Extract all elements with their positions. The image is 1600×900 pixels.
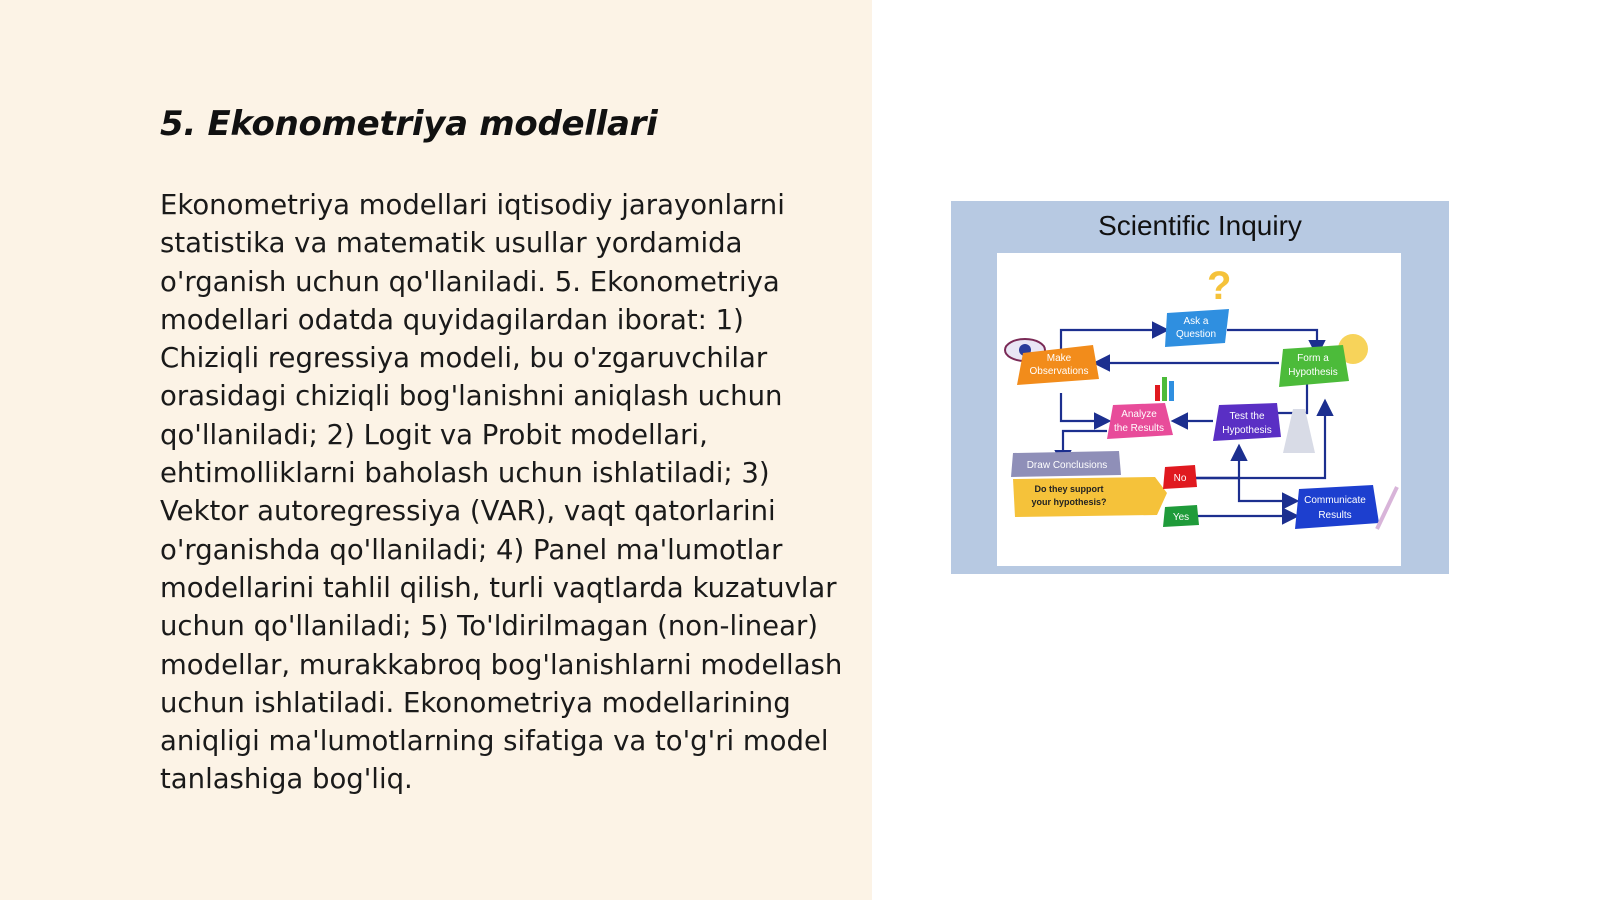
inquiry-diagram bbox=[997, 253, 1401, 566]
analyze-label-2: the Results bbox=[1113, 423, 1165, 434]
conclusions-label: Draw Conclusions bbox=[1026, 460, 1108, 471]
step-test-hypothesis bbox=[1213, 403, 1281, 441]
slide-title: 5. Ekonometriya modellari bbox=[160, 104, 658, 144]
support-question-box bbox=[1013, 477, 1167, 517]
arrow-observe-to-analyze bbox=[1061, 393, 1107, 421]
flask-icon bbox=[1283, 409, 1315, 453]
slide-body-text: Ekonometriya modellari iqtisodiy jarayonlarni statistika va matematik usullar yordamida o'rganish uchun qo'llaniladi. 5. Ekonometriya modellari odatda quyidagilardan iborat: 1) Chiziqli regressiya modeli, bu o'zgaruvchilar orasidagi chiziqli bog'lanishni aniqlash uchun qo'llaniladi; 2) Logit va Probit modellari, ehtimolliklarni baholash uchun ishlatiladi; 3) Vektor autoregressiya (VAR), vaqt qatorlarini o'rganishda qo'llaniladi; 4) Panel ma'lumotlar modellarini tahlil qilish, turli vaqtlarda kuzatuvlar uchun qo'llaniladi; 5) To'ldirilmagan (non-linear) modellar, murakkabroq bog'lanishlarni modellash uchun ishlatiladi. Ekonometriya modellarining aniqligi ma'lumotlarning sifatiga va to'g'ri model tanlashiga bog'liq. bbox=[160, 189, 843, 796]
pencil-icon bbox=[1377, 487, 1397, 529]
yes-tag bbox=[1163, 505, 1199, 527]
arrow-no-to-communicate bbox=[1193, 478, 1295, 501]
step-analyze-results bbox=[1107, 403, 1173, 439]
inquiry-diagram-svg bbox=[997, 253, 1401, 566]
test-label-2: Hypothesis bbox=[1222, 425, 1272, 436]
communicate-label-1: Communicate bbox=[1304, 495, 1366, 506]
question-mark-icon: ? bbox=[1207, 264, 1232, 308]
no-label: No bbox=[1173, 473, 1187, 484]
yes-label: Yes bbox=[1172, 512, 1190, 523]
scientific-inquiry-figure bbox=[951, 201, 1449, 574]
hypothesis-label-2: Hypothesis bbox=[1288, 367, 1338, 378]
analyze-label-1: Analyze bbox=[1121, 409, 1157, 420]
observe-label-2: Observations bbox=[1029, 366, 1089, 377]
step-form-hypothesis bbox=[1279, 345, 1349, 387]
test-label-1: Test the bbox=[1229, 411, 1265, 422]
observe-label-1: Make bbox=[1046, 353, 1072, 364]
communicate-label-2: Results bbox=[1318, 510, 1352, 521]
ask-label-2: Question bbox=[1175, 329, 1217, 340]
bar-chart-icon bbox=[1155, 377, 1174, 401]
arrow-no-to-test bbox=[1193, 448, 1239, 478]
no-tag bbox=[1163, 465, 1197, 489]
support-label-1: Do they support bbox=[1034, 484, 1104, 494]
step-ask-question bbox=[1165, 309, 1229, 347]
support-label-2: your hypothesis? bbox=[1031, 497, 1107, 507]
step-draw-conclusions bbox=[1011, 451, 1121, 477]
figure-title: Scientific Inquiry bbox=[1098, 210, 1302, 241]
hypothesis-label-1: Form a bbox=[1297, 353, 1329, 364]
ask-label-1: Ask a bbox=[1183, 316, 1209, 327]
step-communicate-results bbox=[1295, 485, 1379, 529]
